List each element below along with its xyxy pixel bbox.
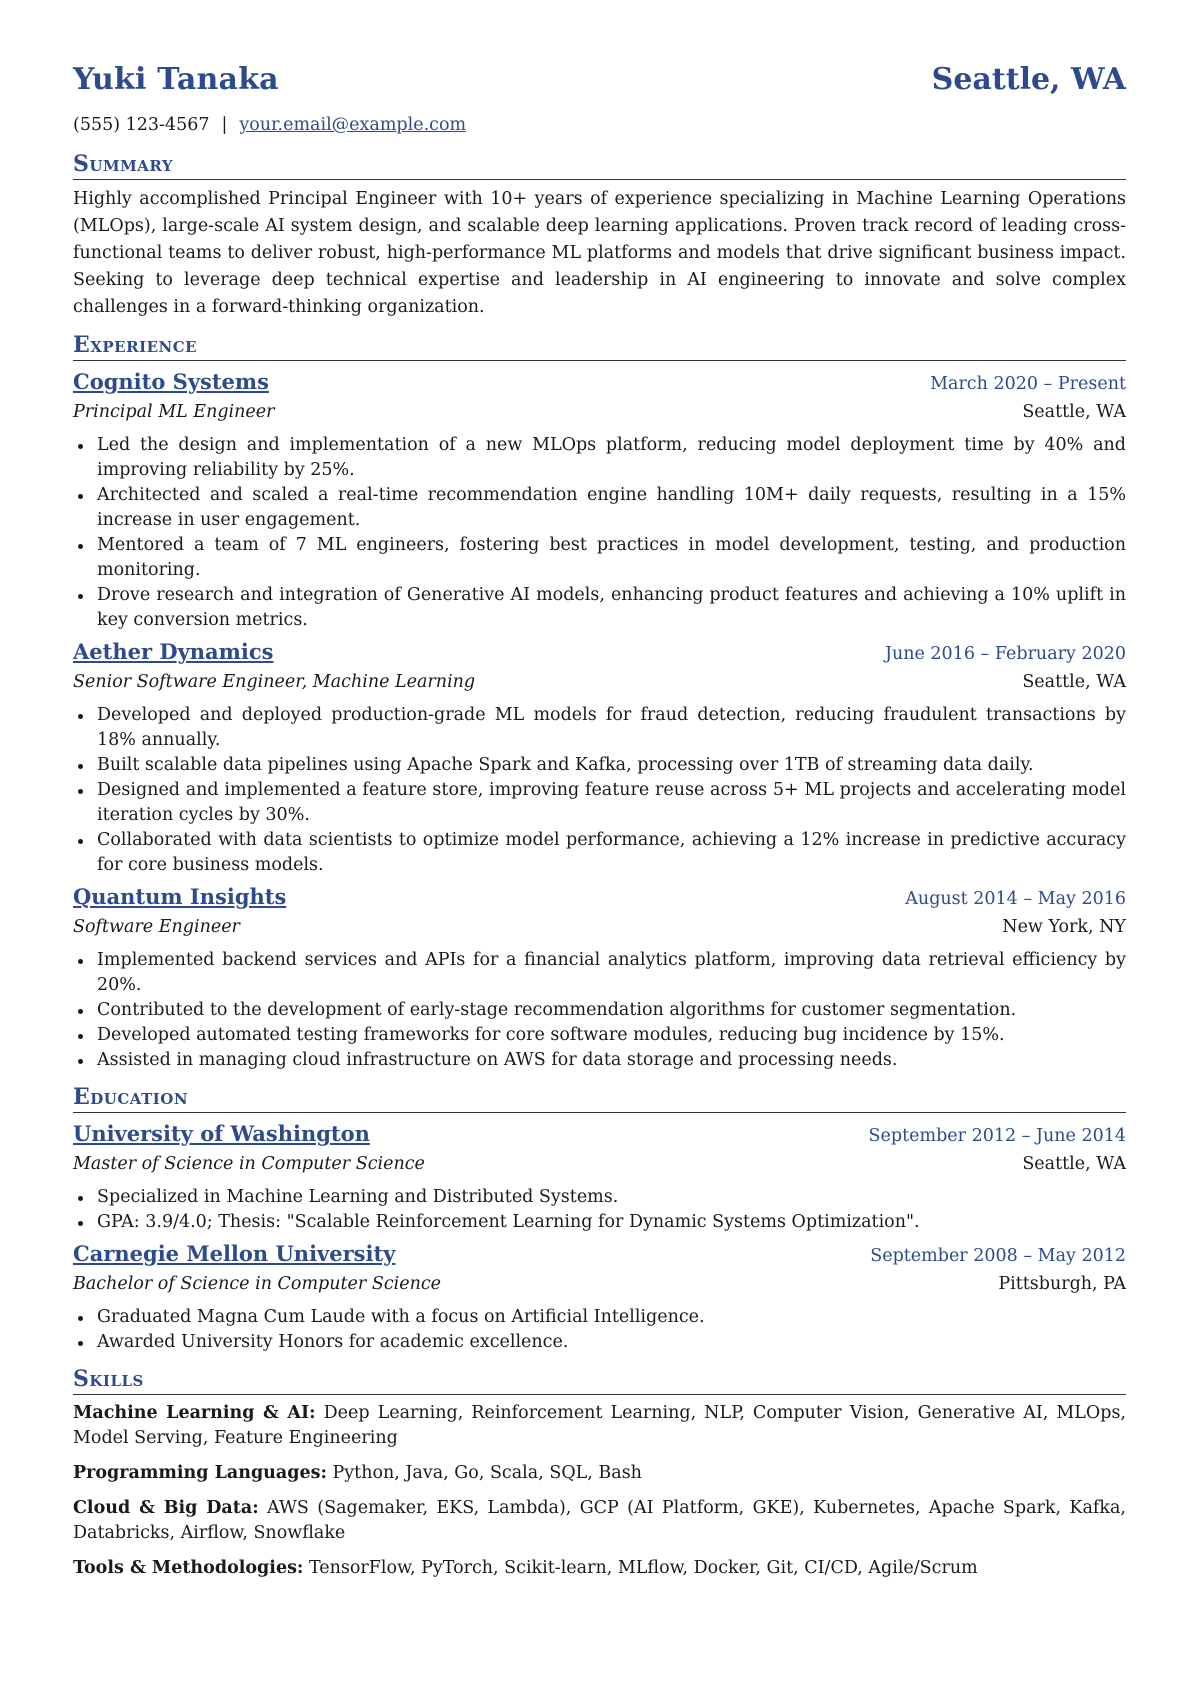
candidate-name: Yuki Tanaka [73, 62, 279, 97]
entry-location: Pittsburgh, PA [998, 1274, 1126, 1294]
bullet-item: Contributed to the development of early-stage recommendation algorithms for customer segmentation. [73, 998, 1126, 1023]
entry-role: Principal ML Engineer [73, 402, 275, 422]
bullet-item: Collaborated with data scientists to optimize model performance, achieving a 12% increase in predictive accuracy for core business models. [73, 828, 1126, 878]
entry-role: Software Engineer [73, 917, 240, 937]
education-entry [73, 1119, 1126, 1235]
entry-subheader-row [73, 1151, 1126, 1178]
entry-dates: August 2014 – May 2016 [905, 889, 1126, 909]
phone-number: (555) 123-4567 [73, 115, 210, 135]
bullet-list [73, 703, 1126, 878]
contact-line [73, 110, 1126, 140]
skill-row [73, 1496, 1126, 1546]
entry-header-row [73, 637, 1126, 669]
skill-items: TensorFlow, PyTorch, Scikit-learn, MLflow, Docker, Git, CI/CD, Agile/Scrum [308, 1558, 978, 1578]
skills-list [73, 1401, 1126, 1581]
section-title-skills: Skills [73, 1365, 1126, 1395]
entry-dates: March 2020 – Present [930, 374, 1126, 394]
skill-category: Programming Languages: [73, 1463, 327, 1483]
bullet-item: Mentored a team of 7 ML engineers, fostering best practices in model development, testing, and production monitoring. [73, 533, 1126, 583]
organization-link[interactable]: Carnegie Mellon University [73, 1241, 396, 1266]
education-list [73, 1119, 1126, 1355]
resume-header [73, 62, 1126, 108]
bullet-list [73, 948, 1126, 1073]
section-title-education: Education [73, 1083, 1126, 1113]
skill-category: Machine Learning & AI: [73, 1403, 316, 1423]
entry-subheader-row [73, 669, 1126, 696]
experience-entry [73, 882, 1126, 1073]
organization-link[interactable]: Quantum Insights [73, 884, 287, 909]
experience-entry [73, 637, 1126, 878]
summary-text: Highly accomplished Principal Engineer with 10+ years of experience specializing in Machine Learning Operations (MLOps), large-scale AI system design, and scalable deep learning applications. Proven track record of leading cross-functional teams to deliver robust, high-performance ML platforms and models that drive significant business impact. Seeking to leverage deep technical expertise and leadership in AI engineering to innovate and solve complex challenges in a forward-thinking organization. [73, 189, 1126, 317]
skill-items: AWS (Sagemaker, EKS, Lambda), GCP (AI Platform, GKE), Kubernetes, Apache Spark, Kafka, Databricks, Airflow, Snowflake [73, 1498, 1126, 1543]
entry-header-row [73, 367, 1126, 399]
bullet-item: Developed automated testing frameworks for core software modules, reducing bug incidence by 15%. [73, 1023, 1126, 1048]
entry-dates: September 2008 – May 2012 [870, 1246, 1126, 1266]
entry-header-row [73, 1239, 1126, 1271]
bullet-item: Built scalable data pipelines using Apache Spark and Kafka, processing over 1TB of streaming data daily. [73, 753, 1126, 778]
entry-subheader-row [73, 1271, 1126, 1298]
entry-subheader-row [73, 399, 1126, 426]
entry-header-row [73, 882, 1126, 914]
organization-link[interactable]: Aether Dynamics [73, 639, 274, 664]
candidate-location: Seattle, WA [931, 62, 1126, 97]
bullet-item: Graduated Magna Cum Laude with a focus on Artificial Intelligence. [73, 1305, 1126, 1330]
bullet-item: Developed and deployed production-grade ML models for fraud detection, reducing fraudulent transactions by 18% annually. [73, 703, 1126, 753]
bullet-item: Architected and scaled a real-time recommendation engine handling 10M+ daily requests, resulting in a 15% increase in user engagement. [73, 483, 1126, 533]
skill-category: Tools & Methodologies: [73, 1558, 304, 1578]
entry-header-row [73, 1119, 1126, 1151]
organization-link[interactable]: Cognito Systems [73, 369, 269, 394]
skill-items: Python, Java, Go, Scala, SQL, Bash [332, 1463, 642, 1483]
entry-location: Seattle, WA [1022, 1154, 1126, 1174]
skill-row [73, 1556, 1126, 1581]
bullet-item: Awarded University Honors for academic excellence. [73, 1330, 1126, 1355]
bullet-item: Implemented backend services and APIs for a financial analytics platform, improving data retrieval efficiency by 20%. [73, 948, 1126, 998]
skill-row [73, 1461, 1126, 1486]
entry-role: Bachelor of Science in Computer Science [73, 1274, 442, 1294]
skill-category: Cloud & Big Data: [73, 1498, 259, 1518]
experience-list [73, 367, 1126, 1073]
bullet-item: Led the design and implementation of a new MLOps platform, reducing model deployment time by 40% and improving reliability by 25%. [73, 433, 1126, 483]
bullet-item: Drove research and integration of Generative AI models, enhancing product features and achieving a 10% uplift in key conversion metrics. [73, 583, 1126, 633]
entry-role: Senior Software Engineer, Machine Learning [73, 672, 476, 692]
entry-subheader-row [73, 914, 1126, 941]
section-title-experience: Experience [73, 331, 1126, 361]
bullet-list [73, 1305, 1126, 1355]
bullet-item: Designed and implemented a feature store, improving feature reuse across 5+ ML projects and accelerating model iteration cycles by 30%. [73, 778, 1126, 828]
bullet-list [73, 433, 1126, 633]
entry-role: Master of Science in Computer Science [73, 1154, 425, 1174]
section-title-summary: Summary [73, 150, 1126, 180]
bullet-item: GPA: 3.9/4.0; Thesis: "Scalable Reinforcement Learning for Dynamic Systems Optimization". [73, 1210, 1126, 1235]
entry-location: New York, NY [1002, 917, 1126, 937]
resume-page [73, 62, 1126, 1591]
bullet-list [73, 1185, 1126, 1235]
organization-link[interactable]: University of Washington [73, 1121, 370, 1146]
entry-dates: September 2012 – June 2014 [868, 1126, 1126, 1146]
education-entry [73, 1239, 1126, 1355]
entry-location: Seattle, WA [1022, 402, 1126, 422]
bullet-item: Specialized in Machine Learning and Distributed Systems. [73, 1185, 1126, 1210]
email-link[interactable]: your.email@example.com [239, 115, 467, 135]
entry-location: Seattle, WA [1022, 672, 1126, 692]
skill-items: Deep Learning, Reinforcement Learning, NLP, Computer Vision, Generative AI, MLOps, Model Serving, Feature Engineering [73, 1403, 1126, 1448]
skill-row [73, 1401, 1126, 1451]
experience-entry [73, 367, 1126, 633]
contact-separator: | [221, 115, 228, 135]
entry-dates: June 2016 – February 2020 [884, 644, 1126, 664]
bullet-item: Assisted in managing cloud infrastructure on AWS for data storage and processing needs. [73, 1048, 1126, 1073]
